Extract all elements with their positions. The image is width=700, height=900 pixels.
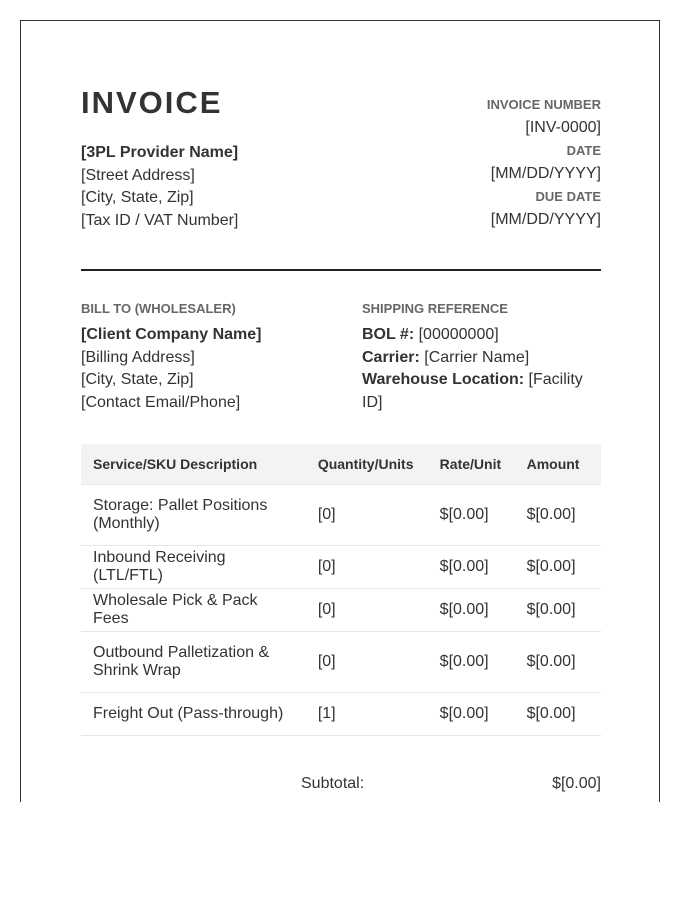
- column-header-quantity: Quantity/Units: [306, 444, 428, 485]
- invoice-page: [20, 20, 660, 802]
- invoice-date-value: [MM/DD/YYYY]: [490, 165, 601, 182]
- invoice-number-label: INVOICE NUMBER: [486, 97, 601, 112]
- cell-amount: $[0.00]: [515, 589, 601, 632]
- bill-to-block: [81, 301, 341, 414]
- cell-amount: $[0.00]: [515, 485, 601, 546]
- invoice-meta: [487, 97, 601, 235]
- header-divider: [81, 269, 601, 271]
- provider-block: [81, 142, 238, 232]
- subtotal-value: $[0.00]: [552, 775, 601, 792]
- table-row: [81, 546, 601, 589]
- bill-to-heading: BILL TO (WHOLESALER): [81, 301, 236, 316]
- client-company-name: [Client Company Name]: [81, 326, 262, 343]
- cell-amount: $[0.00]: [515, 632, 601, 693]
- table-row: [81, 632, 601, 693]
- column-header-description: Service/SKU Description: [81, 444, 306, 485]
- bol-line: [362, 324, 602, 347]
- cell-quantity: [1]: [306, 693, 428, 736]
- cell-rate: $[0.00]: [428, 632, 515, 693]
- cell-amount: $[0.00]: [515, 546, 601, 589]
- warehouse-value: [Facility ID]: [362, 371, 583, 411]
- bol-label: BOL #:: [362, 326, 415, 343]
- cell-rate: $[0.00]: [428, 546, 515, 589]
- due-date-value: [MM/DD/YYYY]: [490, 211, 601, 228]
- billing-address: [Billing Address]: [81, 348, 195, 366]
- shipping-reference-heading: SHIPPING REFERENCE: [362, 301, 508, 316]
- cell-quantity: [0]: [306, 632, 428, 693]
- table-row: [81, 485, 601, 546]
- warehouse-label: Warehouse Location:: [362, 371, 525, 388]
- line-items-table: [81, 444, 601, 736]
- shipping-reference-block: [362, 301, 602, 414]
- warehouse-line: [362, 369, 602, 414]
- column-header-rate: Rate/Unit: [428, 444, 515, 485]
- cell-quantity: [0]: [306, 589, 428, 632]
- column-header-amount: Amount: [515, 444, 601, 485]
- table-header-row: [81, 444, 601, 485]
- due-date-label: DUE DATE: [535, 189, 601, 204]
- cell-description: Freight Out (Pass-through): [81, 693, 306, 736]
- carrier-line: [362, 347, 602, 370]
- provider-tax-id: [Tax ID / VAT Number]: [81, 211, 239, 229]
- cell-rate: $[0.00]: [428, 485, 515, 546]
- cell-rate: $[0.00]: [428, 693, 515, 736]
- invoice-date-label: DATE: [566, 143, 601, 158]
- bol-value: [00000000]: [418, 326, 499, 343]
- carrier-label: Carrier:: [362, 348, 420, 366]
- cell-rate: $[0.00]: [428, 589, 515, 632]
- cell-description: Inbound Receiving (LTL/FTL): [81, 546, 306, 589]
- invoice-title: INVOICE: [81, 85, 223, 120]
- billing-contact: [Contact Email/Phone]: [81, 393, 241, 411]
- cell-quantity: [0]: [306, 485, 428, 546]
- table-row: [81, 589, 601, 632]
- invoice-number-value: [INV-0000]: [525, 119, 601, 136]
- cell-description: Storage: Pallet Positions (Monthly): [81, 485, 306, 546]
- cell-description: Outbound Palletization & Shrink Wrap: [81, 632, 306, 693]
- provider-name: [3PL Provider Name]: [81, 144, 239, 161]
- provider-street: [Street Address]: [81, 166, 195, 184]
- subtotal-label: Subtotal:: [301, 775, 365, 792]
- provider-city: [City, State, Zip]: [81, 189, 194, 206]
- billing-city: [City, State, Zip]: [81, 371, 194, 388]
- cell-amount: $[0.00]: [515, 693, 601, 736]
- table-row: [81, 693, 601, 736]
- cell-description: Wholesale Pick & Pack Fees: [81, 589, 306, 632]
- carrier-value: [Carrier Name]: [424, 348, 530, 366]
- cell-quantity: [0]: [306, 546, 428, 589]
